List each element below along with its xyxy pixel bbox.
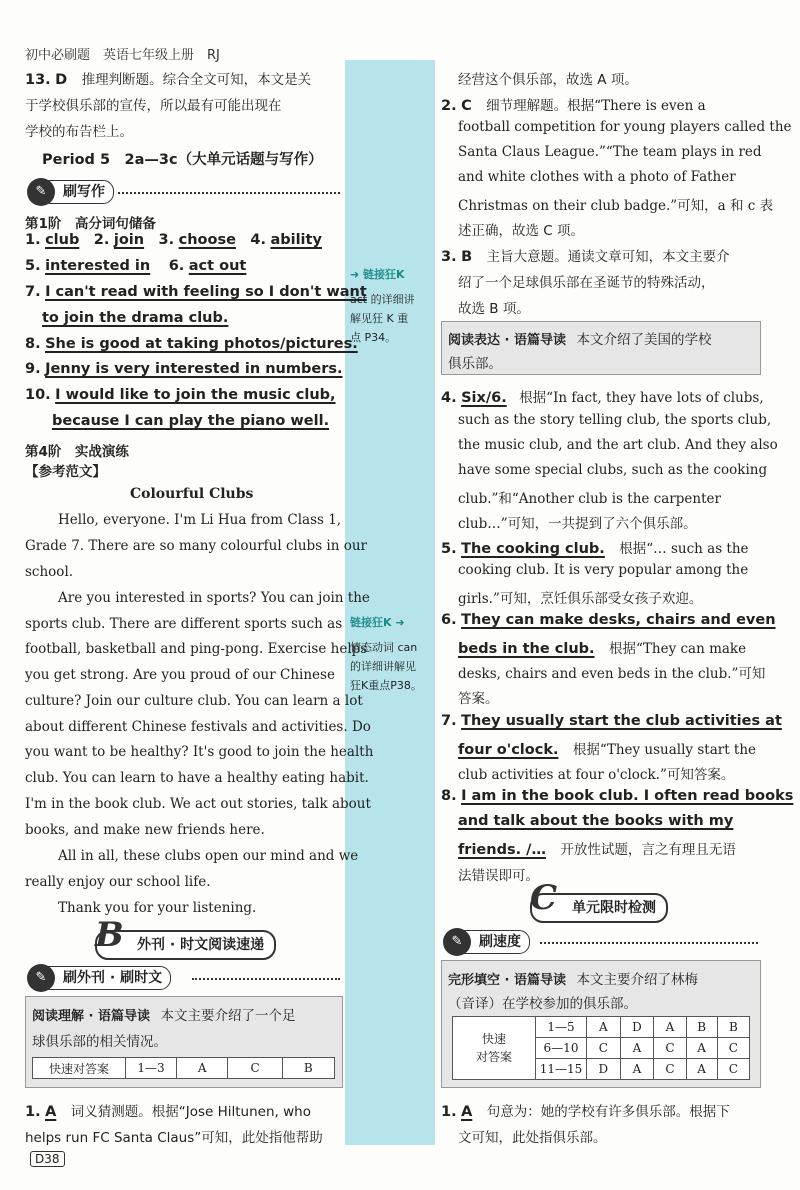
q7-answer: They usually start the club activities at [461, 713, 782, 729]
book-icon: ✎ [443, 928, 471, 956]
q8-answer: and talk about the books with my [458, 813, 734, 829]
q2-answer: C [461, 98, 472, 114]
vocab-number: 2. [93, 232, 110, 248]
side-link-tag: ➜ 链接狂K [350, 268, 405, 281]
quick-answer-table [32, 1057, 335, 1079]
vocab-answer: act out [188, 258, 247, 274]
q1-line: 句意为：她的学校有许多俱乐部。根据下 [486, 1104, 730, 1120]
q13-number: 13. [25, 72, 51, 88]
quick-answer-cell: C [654, 1059, 686, 1080]
sentence-answer: I would like to join the music club, [55, 387, 336, 403]
q2-line: 述正确，故选 C 项。 [458, 223, 585, 239]
read-banner [30, 966, 171, 990]
sentence-answer: She is good at taking photos/pictures. [45, 336, 358, 352]
speed-banner-label: 刷速度 [479, 934, 521, 950]
q7-line: 根据“They usually start the [572, 742, 757, 758]
essay-line: about different Chinese festivals and activities. Do [25, 719, 371, 735]
vocab-number: 5. [25, 258, 41, 274]
side-note-line: 情态动词 can [350, 641, 418, 654]
essay-title: Colourful Clubs [130, 486, 254, 502]
q13-line: 于学校俱乐部的宣传，所以最有可能出现在 [25, 98, 282, 114]
vocab-answer: join [113, 232, 145, 248]
q1-number: 1. [441, 1104, 457, 1120]
q4-line: club…”可知，一共提到了六个俱乐部。 [458, 516, 697, 532]
quick-answer-range: 6—10 [536, 1038, 587, 1059]
q4-answer: Six/6. [461, 390, 507, 406]
q4-line: have some special clubs, such as the cooking [458, 462, 768, 478]
q2-number: 2. [441, 98, 457, 114]
side-note [350, 638, 436, 695]
q8-answer: I am in the book club. I often read books [461, 788, 794, 804]
sentence-answer: Jenny is very interested in numbers. [45, 361, 343, 377]
essay-line: club. You can learn to have a healthy eating habit. [25, 770, 369, 786]
page-header: 初中必刷题 英语七年级上册 RJ [25, 48, 220, 63]
sentence-number: 7. [25, 284, 41, 300]
quick-answer-label-line: 对答案 [475, 1050, 512, 1064]
q6-line: desks, chairs and even beds in the club.”可知 [458, 666, 766, 682]
express-intro-text: 俱乐部。 [448, 356, 502, 372]
side-note-line: 点 P34。 [350, 331, 397, 344]
quick-answer-range: 11—15 [536, 1059, 587, 1080]
essay-line: you get strong. Are you proud of our Chinese [25, 667, 335, 683]
vocab-answer: club [45, 232, 80, 248]
divider [540, 942, 758, 944]
reading-intro-tag: 阅读理解 · 语篇导读 [32, 1009, 150, 1024]
q7-number: 7. [441, 713, 457, 729]
essay-line: All in all, these clubs open our mind and we [58, 848, 359, 864]
sentence-answer: to join the drama club. [42, 310, 229, 326]
essay-line: you want to be healthy? It's good to join the health [25, 744, 374, 760]
express-intro-tag: 阅读表达 · 语篇导读 [448, 333, 566, 348]
reading-intro-text: 球俱乐部的相关情况。 [32, 1034, 167, 1050]
quick-answer-cell: A [587, 1017, 621, 1038]
q6-line: 答案。 [458, 691, 499, 707]
q1-line: 文可知，此处指俱乐部。 [458, 1130, 607, 1146]
q3-line: 故选 B 项。 [458, 301, 530, 317]
q3-line: 主旨大意题。通读文章可知，本文主要介 [486, 249, 730, 265]
q4-line: such as the story telling club, the sports club, [458, 412, 772, 428]
vocab-answer: ability [270, 232, 322, 248]
step4-heading: 第4阶 实战演练 [25, 444, 129, 460]
essay-line: Thank you for your listening. [58, 900, 257, 916]
book-icon: ✎ [27, 964, 55, 992]
q1-line: helps run FC Santa Claus”可知，此处指他帮助 [25, 1130, 323, 1146]
q4-line: 根据“In fact, they have lots of clubs, [519, 390, 764, 406]
side-link-label: 链接狂K [363, 268, 405, 281]
q1-number: 1. [25, 1104, 41, 1120]
quick-answer-cell: C [587, 1038, 621, 1059]
sentence-answer: I can't read with feeling so I don't want [45, 284, 367, 300]
period-title: Period 5 2a—3c（大单元话题与写作） [42, 152, 323, 168]
q1-line: 词义猜测题。根据“Jose Hiltunen, who [70, 1104, 311, 1120]
side-link-tag: 链接狂K ➜ [350, 616, 405, 629]
q5-line: 根据“… such as the [619, 541, 749, 557]
q6-number: 6. [441, 612, 457, 628]
quick-answer-cell: C [717, 1038, 749, 1059]
read-banner-label: 刷外刊 · 刷时文 [63, 970, 163, 986]
answer-continuation: 经营这个俱乐部，故选 A 项。 [458, 72, 638, 88]
sentence-answer: because I can play the piano well. [52, 413, 330, 429]
q8-line: 法错误即可。 [458, 868, 539, 884]
cloze-intro-text: （音译）在学校参加的俱乐部。 [448, 996, 637, 1012]
quick-answer-range: 1—5 [536, 1017, 587, 1038]
q4-line: the music club, and the art club. And they also [458, 437, 778, 453]
q5-answer: The cooking club. [461, 541, 605, 557]
divider [118, 192, 340, 194]
q8-answer: friends. /… [458, 842, 546, 858]
side-note [350, 290, 436, 347]
write-banner [30, 180, 114, 204]
cloze-intro-text: 本文主要介绍了林梅 [576, 972, 698, 988]
step1-heading: 第1阶 高分词句储备 [25, 216, 156, 232]
quick-answer-cell: A [177, 1058, 228, 1079]
side-note-line: 的详细讲解见 [350, 660, 416, 673]
quick-answer-cell: B [686, 1017, 717, 1038]
quick-answer-cell: D [620, 1017, 654, 1038]
q2-line: football competition for young players called the [458, 119, 792, 135]
reading-intro-text: 本文主要介绍了一个足 [160, 1008, 296, 1024]
sentence-number: 10. [25, 387, 51, 403]
quick-answer-cell: C [654, 1038, 686, 1059]
q6-line: 根据“They can make [608, 641, 747, 657]
page-number: D38 [30, 1151, 65, 1167]
q5-number: 5. [441, 541, 457, 557]
essay-line: culture? Join our culture club. You can learn a lot [25, 693, 363, 709]
q6-answer: beds in the club. [458, 641, 595, 657]
quick-answer-cell: A [654, 1017, 686, 1038]
q13-line: 学校的布告栏上。 [25, 124, 133, 140]
side-note-line: 狂K重点P38。 [350, 679, 422, 692]
essay-line: Are you interested in sports? You can join the [58, 590, 370, 606]
q7-answer: four o'clock. [458, 742, 559, 758]
speed-banner [446, 930, 530, 954]
write-banner-label: 刷写作 [63, 184, 105, 200]
essay-line: Hello, everyone. I'm Li Hua from Class 1, [58, 512, 342, 528]
quick-answer-label [453, 1017, 536, 1080]
sentence-number: 9. [25, 361, 41, 377]
vocab-number: 6. [168, 258, 185, 274]
quick-answer-cell: C [717, 1059, 749, 1080]
cloze-intro-tag: 完形填空 · 语篇导读 [448, 973, 566, 988]
q7-line: club activities at four o'clock.”可知答案。 [458, 767, 735, 783]
essay-line: school. [25, 564, 74, 580]
quick-answer-cell: B [282, 1058, 334, 1079]
q13-answer: D [55, 72, 68, 88]
quick-answer-cell: C [228, 1058, 282, 1079]
q2-line: and white clothes with a photo of Father [458, 169, 736, 185]
quick-answer-cell: A [620, 1059, 654, 1080]
book-icon: ✎ [27, 178, 55, 206]
essay-line: books, and make new friends here. [25, 822, 265, 838]
vocab-answer: choose [178, 232, 236, 248]
essay-line: Grade 7. There are so many colourful clubs in our [25, 538, 367, 554]
section-letter: B [95, 915, 124, 955]
quick-answer-table [452, 1016, 750, 1080]
section-letter: C [530, 878, 558, 918]
quick-answer-cell: A [620, 1038, 654, 1059]
quick-answer-cell: A [686, 1038, 717, 1059]
vocab-answer: interested in [45, 258, 151, 274]
section-c-title: 单元限时检测 [572, 900, 656, 916]
quick-answer-cell: D [587, 1059, 621, 1080]
essay-line: football, basketball and ping-pong. Exercise helps [25, 641, 368, 657]
q8-number: 8. [441, 788, 457, 804]
quick-answer-label: 快速对答案 [33, 1058, 126, 1079]
side-link-label: 链接狂K [350, 616, 392, 629]
q3-answer: B [461, 249, 473, 265]
q2-line: Christmas on their club badge.”可知，a 和 c 表 [458, 198, 774, 214]
q8-line: 开放性试题，言之有理且无语 [560, 842, 736, 858]
reference-label: 【参考范文】 [25, 464, 106, 480]
q1-answer: A [45, 1104, 57, 1120]
essay-line: really enjoy our school life. [25, 874, 211, 890]
side-note-line: act 的详细讲 [350, 293, 415, 306]
vocab-number: 4. [250, 232, 266, 248]
quick-answer-label-line: 快速 [481, 1032, 506, 1046]
section-c-banner [530, 878, 668, 923]
side-note-line: 解见狂 K 重 [350, 312, 409, 325]
section-b-banner [95, 915, 276, 960]
q13-line: 推理判断题。综合全文可知，本文是关 [81, 72, 312, 88]
essay-line: I'm in the book club. We act out stories, talk about [25, 796, 371, 812]
q2-line: Santa Claus League.”“The team plays in red [458, 144, 762, 160]
q3-number: 3. [441, 249, 457, 265]
quick-answer-cell: B [717, 1017, 749, 1038]
divider [192, 978, 340, 980]
q2-line: 细节理解题。根据“There is even a [486, 98, 706, 114]
essay-line: sports club. There are different sports such as [25, 616, 343, 632]
vocab-number: 3. [158, 232, 175, 248]
quick-answer-range: 1—3 [126, 1058, 177, 1079]
quick-answer-cell: A [686, 1059, 717, 1080]
sentence-number: 8. [25, 336, 41, 352]
section-b-title: 外刊 · 时文阅读速递 [137, 937, 265, 953]
q5-line: cooking club. It is very popular among the [458, 562, 749, 578]
q4-line: club.”和“Another club is the carpenter [458, 491, 721, 507]
vocab-number: 1. [25, 232, 41, 248]
express-intro-text: 本文介绍了美国的学校 [576, 332, 712, 348]
q4-number: 4. [441, 390, 457, 406]
q5-line: girls.”可知，烹饪俱乐部受女孩子欢迎。 [458, 591, 703, 607]
q6-answer: They can make desks, chairs and even [461, 612, 776, 628]
q1-answer: A [461, 1104, 473, 1120]
q3-line: 绍了一个足球俱乐部在圣诞节的特殊活动， [458, 275, 715, 291]
